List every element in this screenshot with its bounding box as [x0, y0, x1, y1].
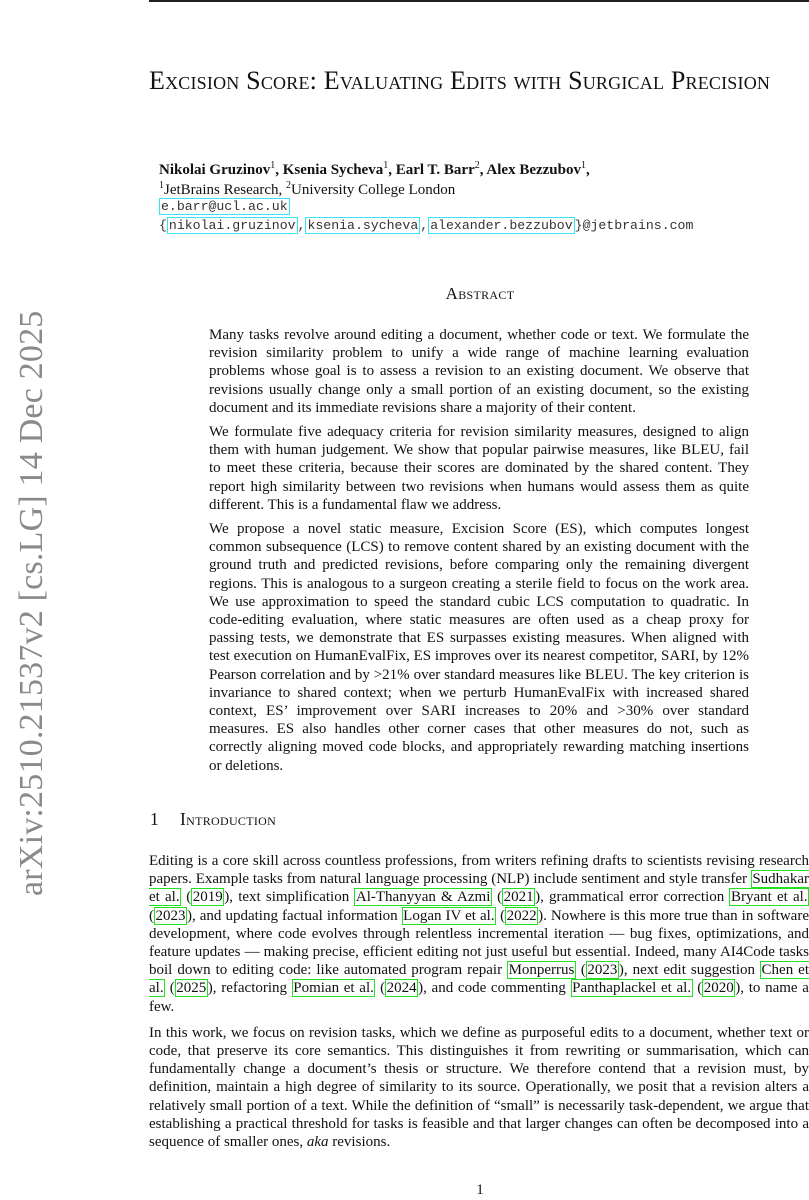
- citation-link[interactable]: 2022: [506, 907, 537, 924]
- citation-link[interactable]: Panthaplackel et al.: [572, 980, 692, 997]
- citation-link[interactable]: Chen et al.: [149, 962, 809, 997]
- abstract-paragraph: Many tasks revolve around editing a document, whether code or text. We formulate the revision similarity problem to unify a wide range of machine learning evaluation problems whose goal is to assess a revision to an existing document. We observe that revisions usually change only a small portion of an existing document, so the existing document and its immediate revisions share a majority of their content.: [209, 327, 749, 416]
- citation-link[interactable]: 2020: [703, 980, 734, 997]
- email-link[interactable]: e.barr@ucl.ac.uk: [161, 199, 288, 214]
- email-link[interactable]: alexander.bezzubov: [430, 218, 573, 233]
- citation-link[interactable]: Sudhakar et al.: [149, 871, 809, 906]
- citation-link[interactable]: 2024: [386, 980, 417, 997]
- abstract-body: [209, 326, 749, 781]
- citation-link[interactable]: 2019: [192, 889, 223, 906]
- email-link[interactable]: ksenia.sycheva: [307, 218, 419, 233]
- abstract-paragraph: We formulate five adequacy criteria for revision similarity measures, designed to align them with human judgement. We show that popular pairwise measures, like BLEU, fail to meet these criteria, because their scores are dominated by the shared content. They report high similarity between two revisions when humans would assess them as quite different. This is a fundamental flaw we address.: [209, 424, 749, 513]
- intro-paragraph: In this work, we focus on revision tasks, which we define as purposeful edits to a document, whether text or code, that preserve its core semantics. This distinguishes it from rewriting or summarisation, which can fundamentally change a document’s thesis or structure. We therefore contend that a revision must, by definition, maintain a high degree of similarity to its source. Operationally, we posit that a revision alters a relatively small portion of a text. While the definition of “small” is necessarily task-dependent, we argue that establishing a practical threshold for tasks is feasible and that larger changes can often be decomposed into a sequence of smaller ones, aka revisions.: [149, 1024, 809, 1151]
- paper-title: Excision Score: Evaluating Edits with Surgical Precision: [149, 66, 771, 95]
- author: Alex Bezzubov$^1$: [486, 160, 586, 178]
- citation-link[interactable]: Monperrus: [508, 962, 575, 979]
- citation-link[interactable]: 2021: [503, 889, 534, 906]
- citation-link[interactable]: Pomian et al.: [293, 980, 374, 997]
- top-rule: [149, 0, 809, 2]
- section-title: Introduction: [180, 809, 277, 829]
- email-line-ucl: [159, 199, 290, 214]
- abstract-heading: Abstract: [445, 284, 515, 303]
- author: Nikolai Gruzinov$^1$: [159, 160, 276, 178]
- affiliations: $^1$JetBrains Research, $^2$University College London: [159, 180, 456, 198]
- section-number: 1: [150, 809, 159, 829]
- author-list: Nikolai Gruzinov$^1$, Ksenia Sycheva$^1$, Earl T. Barr$^2$, Alex Bezzubov$^1$,: [159, 160, 590, 178]
- citation-link[interactable]: 2023: [587, 962, 618, 979]
- citation-link[interactable]: Al-Thanyyan & Azmi: [355, 889, 491, 906]
- citation-link[interactable]: 2023: [155, 907, 186, 924]
- email-line-jetbrains: { nikolai.gruzinov , ksenia.sycheva , alexander.bezzubov }@jetbrains.com: [159, 218, 694, 233]
- section-heading: [150, 809, 276, 830]
- citation-link[interactable]: Logan IV et al.: [403, 907, 495, 924]
- abstract-paragraph: We propose a novel static measure, Excision Score (ES), which computes longest common subsequence (LCS) to remove content shared by an existing document with the ground truth and predicted revisions, before comparing only the remaining divergent regions. This is analogous to a surgeon creating a sterile field to focus on the work area. We use approximation to speed the standard cubic LCS computation to quadratic. In code-editing evaluation, where static measures are often used as a cheap proxy for passing tests, we demonstrate that ES surpasses existing measures. When aligned with test execution on HumanEvalFix, ES improves over its nearest competitor, SARI, by 12% Pearson correlation and by >21% over standard measures like BLEU. The key criterion is invariance to shared context; when we perturb HumanEvalFix with increased shared context, ES’ improvement over SARI increases to 20% and >30% over standard measures. ES also handles other corner cases that other measures do not, such as correctly aligning moved code blocks, and appropriately rewarding matching insertions or deletions.: [209, 521, 749, 774]
- citation-link[interactable]: Bryant et al.: [730, 889, 808, 906]
- citation-link[interactable]: 2025: [176, 980, 207, 997]
- author: Earl T. Barr$^2$: [395, 160, 480, 178]
- introduction-body: [149, 852, 809, 1159]
- author: Ksenia Sycheva$^1$: [282, 160, 389, 178]
- email-link[interactable]: nikolai.gruzinov: [168, 218, 296, 233]
- arxiv-stamp[interactable]: arXiv:2510.21537v2 [cs.LG] 14 Dec 2025: [13, 310, 50, 896]
- intro-paragraph: Editing is a core skill across countless professions, from writers refining drafts to scientists revising research papers. Example tasks from natural language processing (NLP) include sentiment and style transfer Sudhakar et al. ( 2019 ), text simplification Al-Thanyyan & Azmi ( 2021 ), grammatical error correction Bryant et al. ( 2023 ), and updating factual information Logan IV et al. ( 2022 ). Nowhere is this more true than in software development, where code evolves through relentless incremental iteration — bug fixes, optimizations, and feature updates — making precise, efficient editing not just useful but essential. Indeed, many AI4Code tasks boil down to editing code: like automated program repair Monperrus ( 2023 ), next edit suggestion Chen et al. ( 2025 ), refactoring Pomian et al. ( 2024 ), and code commenting Panthaplackel et al. ( 2020 ), to name a few.: [149, 853, 809, 1015]
- page-number: 1: [476, 1182, 484, 1198]
